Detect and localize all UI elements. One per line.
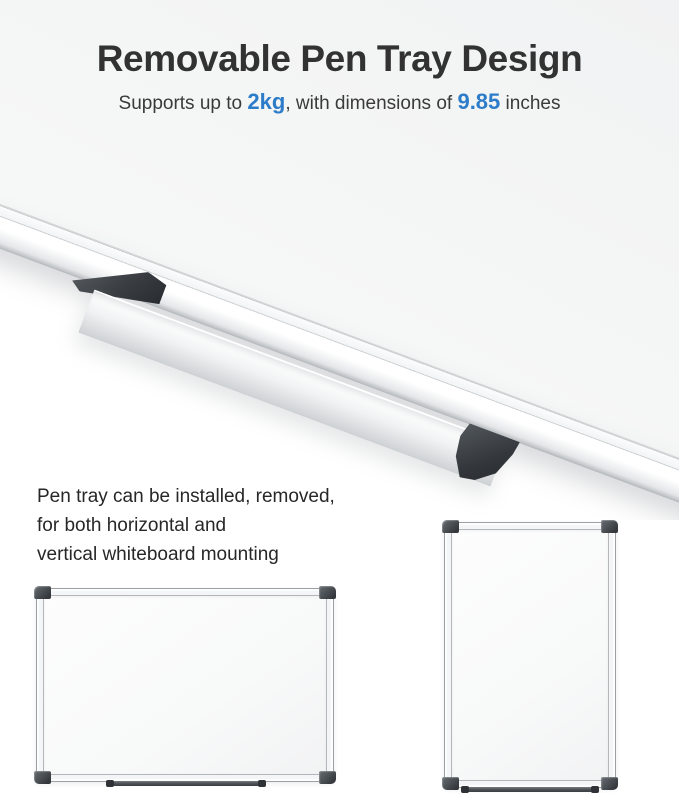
corner-cap-top-left: [34, 586, 51, 599]
caption-line: Pen tray can be installed, removed,: [37, 486, 335, 507]
corner-cap-bottom-left: [442, 777, 459, 790]
header: [0, 38, 679, 115]
whiteboard-horizontal-surface: [43, 595, 327, 775]
subtitle-text: Supports up to: [118, 93, 248, 114]
corner-cap-bottom-right: [601, 777, 618, 790]
corner-cap-bottom-right: [319, 771, 336, 784]
pen-tray-bar-horizontal: [108, 781, 264, 786]
caption-line: vertical whiteboard mounting: [37, 544, 279, 565]
page-title: Removable Pen Tray Design: [96, 38, 583, 79]
caption-line: for both horizontal and: [37, 515, 227, 536]
whiteboard-assembly: [0, 205, 679, 520]
corner-cap-bottom-left: [34, 771, 51, 784]
subtitle-dimension-value: 9.85: [457, 89, 501, 114]
whiteboard-vertical-surface: [451, 529, 609, 781]
corner-cap-top-left: [442, 520, 459, 533]
pen-tray-bar-vertical: [463, 787, 597, 792]
subtitle-text: , with dimensions of: [285, 93, 458, 114]
whiteboard-vertical: [444, 522, 616, 788]
whiteboard-horizontal: [36, 588, 334, 782]
subtitle-text: inches: [500, 93, 561, 114]
caption: [37, 482, 335, 569]
corner-cap-top-right: [319, 586, 336, 599]
corner-cap-top-right: [601, 520, 618, 533]
page-subtitle: [0, 89, 679, 115]
subtitle-weight-value: 2kg: [247, 89, 286, 114]
